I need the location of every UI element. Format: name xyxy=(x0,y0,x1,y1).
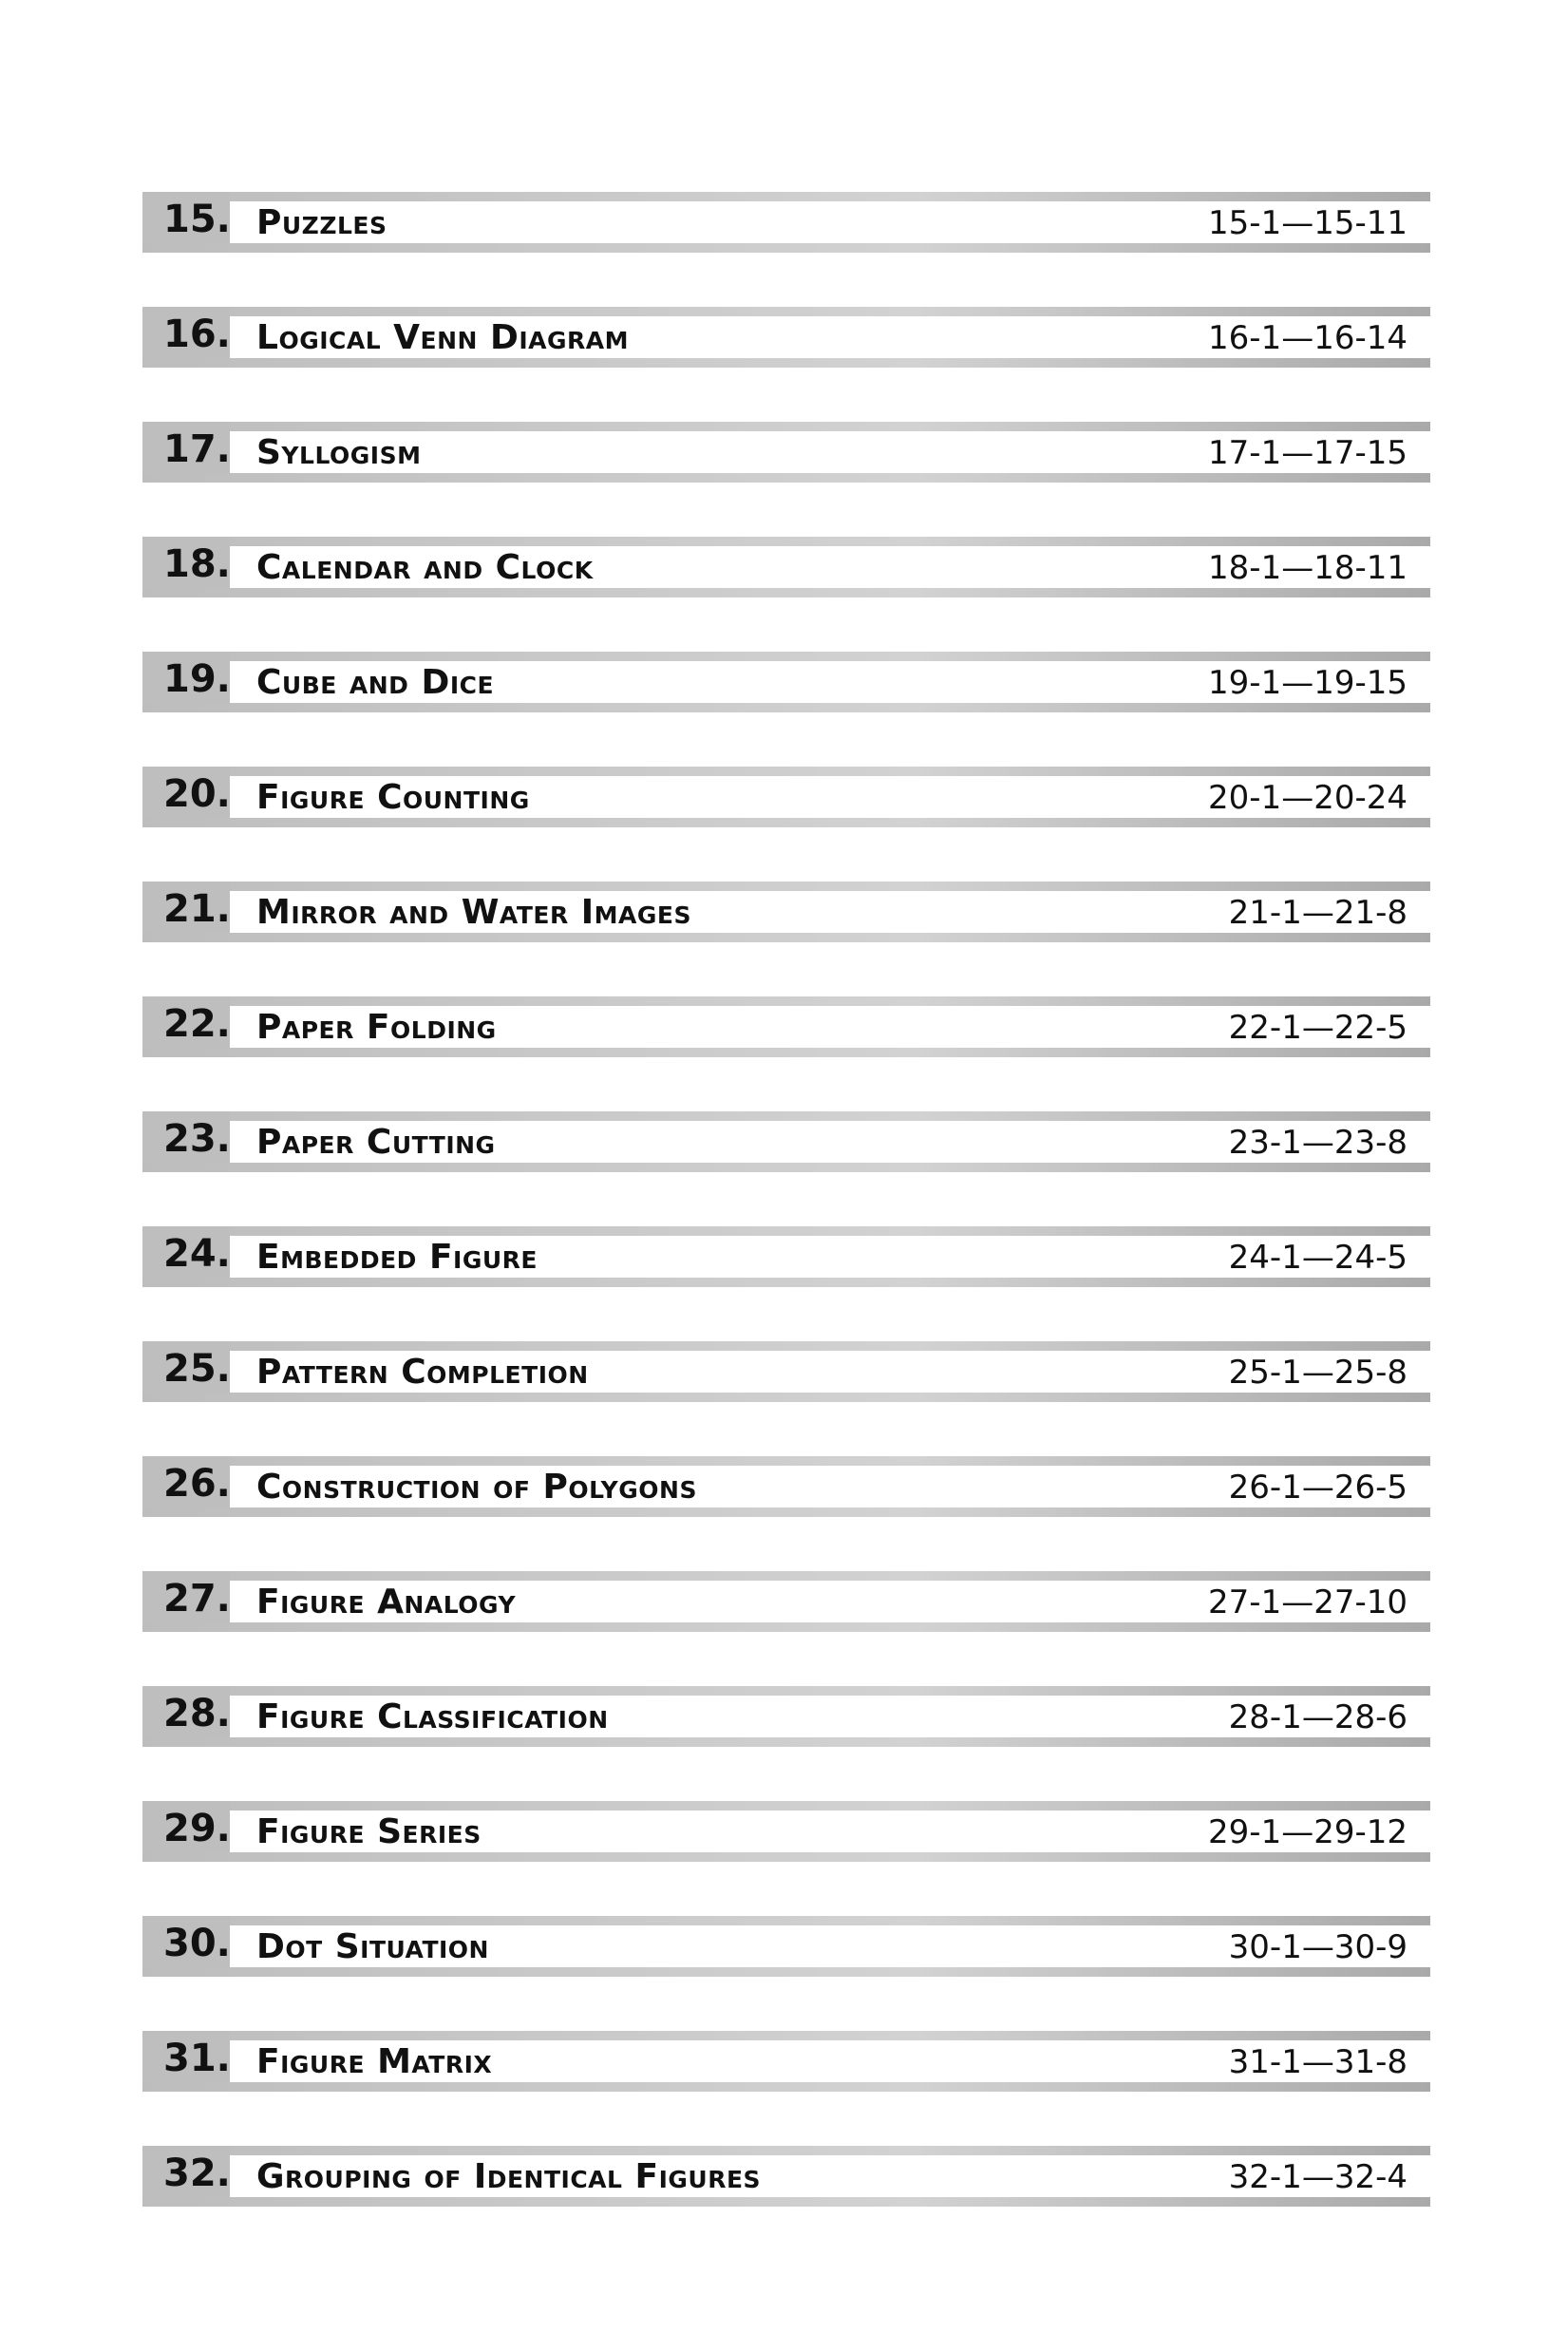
top-rule xyxy=(142,1571,1430,1581)
page-range: 19-1—19-15 xyxy=(1208,664,1407,702)
bottom-rule xyxy=(142,1852,1430,1862)
chapter-title: Figure Classification xyxy=(256,1697,609,1736)
chapter-number: 23. xyxy=(163,1117,231,1161)
page-range: 24-1—24-5 xyxy=(1228,1239,1407,1277)
chapter-title: Calendar and Clock xyxy=(256,548,594,587)
bottom-rule xyxy=(142,1967,1430,1977)
chapter-number: 20. xyxy=(163,772,231,816)
chapter-number: 26. xyxy=(163,1462,231,1506)
chapter-title: Construction of Polygons xyxy=(256,1468,697,1507)
page-range: 26-1—26-5 xyxy=(1228,1469,1407,1507)
chapter-title: Syllogism xyxy=(256,433,422,472)
page-range: 25-1—25-8 xyxy=(1228,1354,1407,1392)
toc-entry[interactable] xyxy=(142,1801,1430,1862)
toc-entry[interactable] xyxy=(142,1111,1430,1172)
chapter-number: 31. xyxy=(163,2037,231,2080)
chapter-title: Mirror and Water Images xyxy=(256,893,691,932)
chapter-title: Puzzles xyxy=(256,203,387,242)
chapter-number: 18. xyxy=(163,542,231,586)
bottom-rule xyxy=(142,473,1430,483)
chapter-number: 19. xyxy=(163,657,231,701)
toc-entry[interactable] xyxy=(142,1226,1430,1287)
toc-entry[interactable] xyxy=(142,652,1430,712)
bottom-rule xyxy=(142,1622,1430,1632)
bottom-rule xyxy=(142,1507,1430,1517)
toc-entry[interactable] xyxy=(142,422,1430,483)
bottom-rule xyxy=(142,358,1430,368)
page-range: 32-1—32-4 xyxy=(1228,2158,1407,2196)
chapter-title: Paper Cutting xyxy=(256,1123,496,1162)
top-rule xyxy=(142,1341,1430,1351)
page-range: 28-1—28-6 xyxy=(1228,1698,1407,1736)
page-range: 18-1—18-11 xyxy=(1208,549,1407,587)
page-range: 30-1—30-9 xyxy=(1228,1928,1407,1966)
top-rule xyxy=(142,1226,1430,1236)
toc-entry[interactable] xyxy=(142,1571,1430,1632)
chapter-number: 24. xyxy=(163,1232,231,1276)
chapter-title: Figure Matrix xyxy=(256,2042,493,2081)
page-range: 29-1—29-12 xyxy=(1208,1813,1407,1851)
chapter-number: 16. xyxy=(163,313,231,356)
toc-entry[interactable] xyxy=(142,307,1430,368)
bottom-rule xyxy=(142,588,1430,597)
page-range: 20-1—20-24 xyxy=(1208,779,1407,817)
toc-entry[interactable] xyxy=(142,996,1430,1057)
toc-entry[interactable] xyxy=(142,1341,1430,1402)
top-rule xyxy=(142,422,1430,431)
top-rule xyxy=(142,652,1430,661)
top-rule xyxy=(142,192,1430,201)
chapter-number: 17. xyxy=(163,427,231,471)
toc-entry[interactable] xyxy=(142,2146,1430,2207)
chapter-title: Dot Situation xyxy=(256,1927,489,1966)
chapter-title: Paper Folding xyxy=(256,1008,497,1047)
top-rule xyxy=(142,537,1430,546)
bottom-rule xyxy=(142,2197,1430,2207)
top-rule xyxy=(142,1801,1430,1811)
page-range: 16-1—16-14 xyxy=(1208,319,1407,357)
page-range: 23-1—23-8 xyxy=(1228,1124,1407,1162)
top-rule xyxy=(142,1111,1430,1121)
toc-entry[interactable] xyxy=(142,537,1430,597)
top-rule xyxy=(142,1686,1430,1696)
page-range: 17-1—17-15 xyxy=(1208,434,1407,472)
toc-entry[interactable] xyxy=(142,2031,1430,2092)
page-range: 15-1—15-11 xyxy=(1208,204,1407,242)
top-rule xyxy=(142,307,1430,316)
top-rule xyxy=(142,2146,1430,2155)
page-range: 21-1—21-8 xyxy=(1228,894,1407,932)
chapter-title: Embedded Figure xyxy=(256,1238,538,1277)
bottom-rule xyxy=(142,1048,1430,1057)
bottom-rule xyxy=(142,2082,1430,2092)
chapter-number: 15. xyxy=(163,198,231,241)
toc-entry[interactable] xyxy=(142,1686,1430,1747)
bottom-rule xyxy=(142,703,1430,712)
toc-entry[interactable] xyxy=(142,1916,1430,1977)
page-range: 27-1—27-10 xyxy=(1208,1583,1407,1621)
toc-entry[interactable] xyxy=(142,882,1430,942)
bottom-rule xyxy=(142,1278,1430,1287)
chapter-number: 29. xyxy=(163,1807,231,1850)
page-range: 31-1—31-8 xyxy=(1228,2043,1407,2081)
chapter-title: Figure Counting xyxy=(256,778,530,817)
toc-entry[interactable] xyxy=(142,192,1430,253)
top-rule xyxy=(142,996,1430,1006)
chapter-title: Pattern Completion xyxy=(256,1353,589,1392)
chapter-number: 22. xyxy=(163,1002,231,1046)
top-rule xyxy=(142,767,1430,776)
bottom-rule xyxy=(142,1163,1430,1172)
bottom-rule xyxy=(142,933,1430,942)
chapter-title: Cube and Dice xyxy=(256,663,495,702)
chapter-number: 28. xyxy=(163,1692,231,1735)
bottom-rule xyxy=(142,1393,1430,1402)
top-rule xyxy=(142,1916,1430,1925)
top-rule xyxy=(142,882,1430,891)
chapter-number: 27. xyxy=(163,1577,231,1621)
toc-entry[interactable] xyxy=(142,1456,1430,1517)
page-range: 22-1—22-5 xyxy=(1228,1009,1407,1047)
bottom-rule xyxy=(142,243,1430,253)
chapter-title: Grouping of Identical Figures xyxy=(256,2157,762,2196)
chapter-number: 30. xyxy=(163,1922,231,1965)
bottom-rule xyxy=(142,818,1430,827)
bottom-rule xyxy=(142,1737,1430,1747)
chapter-title: Figure Series xyxy=(256,1812,482,1851)
chapter-title: Figure Analogy xyxy=(256,1583,517,1621)
chapter-title: Logical Venn Diagram xyxy=(256,318,630,357)
chapter-number: 25. xyxy=(163,1347,231,1391)
chapter-number: 32. xyxy=(163,2152,231,2195)
top-rule xyxy=(142,1456,1430,1466)
chapter-number: 21. xyxy=(163,887,231,931)
toc-entry[interactable] xyxy=(142,767,1430,827)
top-rule xyxy=(142,2031,1430,2040)
